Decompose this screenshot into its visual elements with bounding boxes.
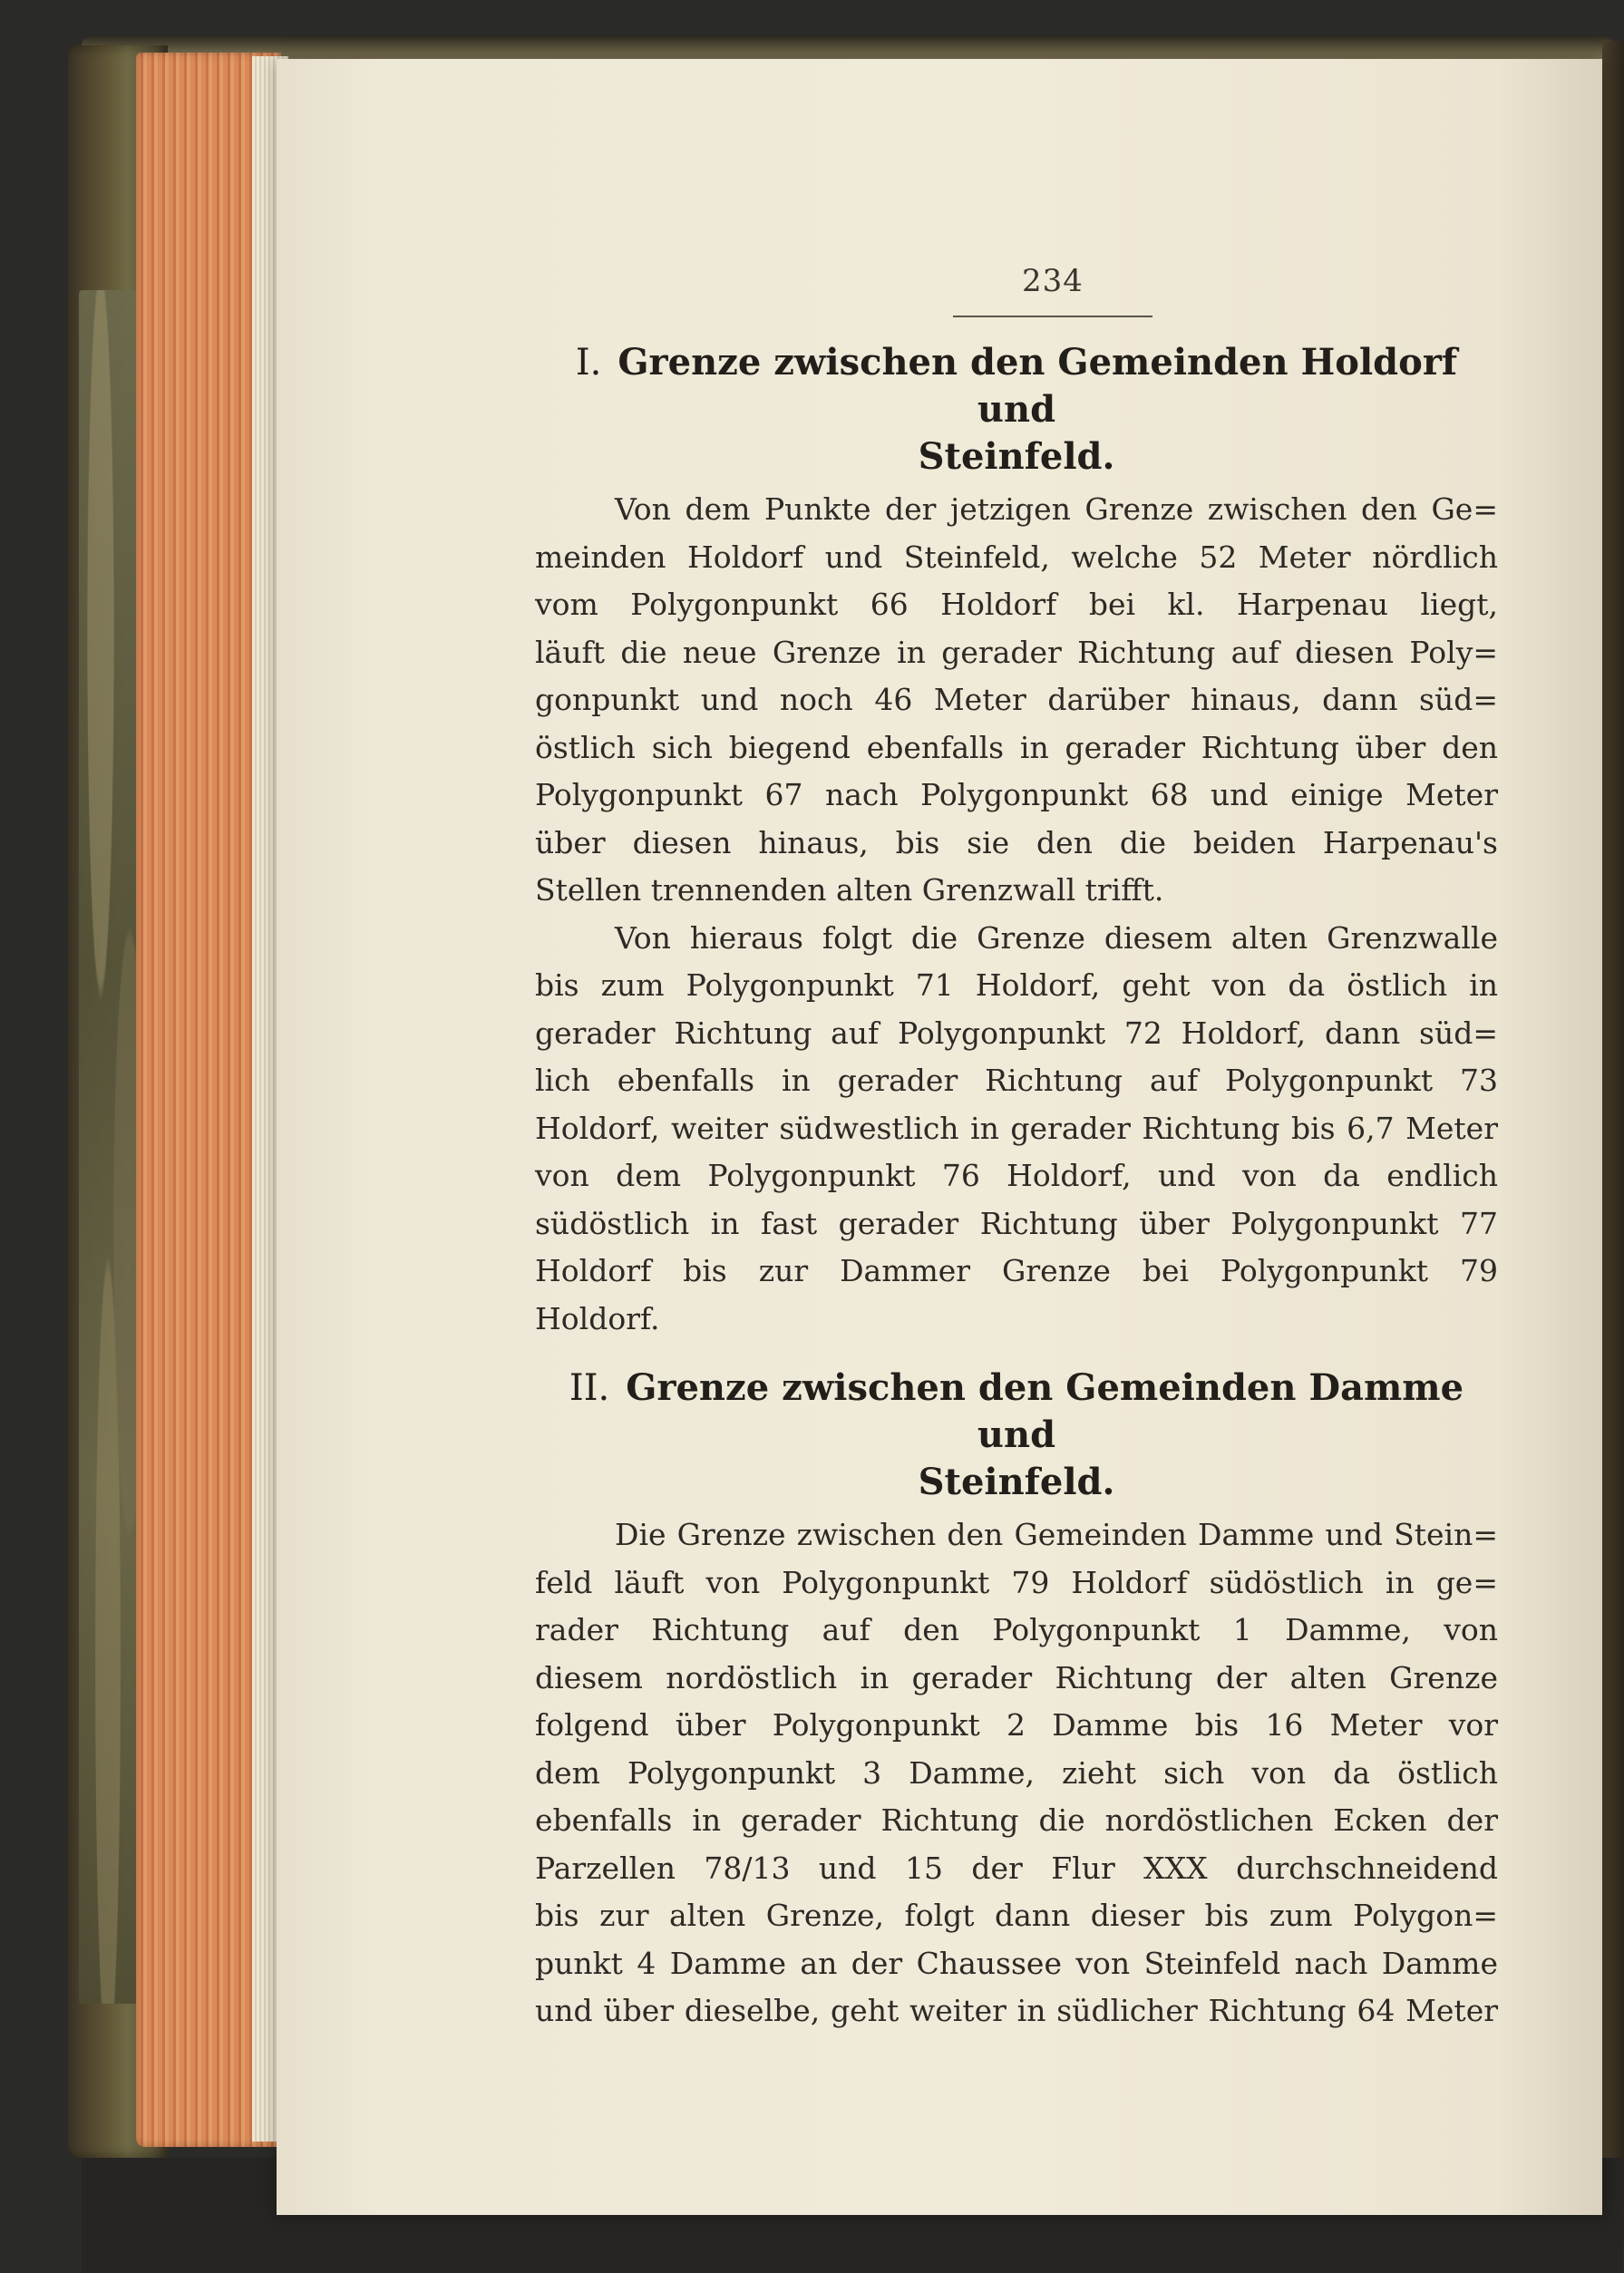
text-line: folgend über Polygonpunkt 2 Damme bis 16 Meter vor <box>535 1707 1498 1743</box>
paragraph <box>535 486 1498 915</box>
text-line: Die Grenze zwischen den Gemeinden Damme und Stein= <box>615 1517 1498 1552</box>
paragraph <box>535 1511 1498 2035</box>
text-line: gerader Richtung auf Polygonpunkt 72 Holdorf, dann süd= <box>535 1015 1498 1051</box>
text-line: südöstlich in fast gerader Richtung über Polygonpunkt 77 <box>535 1205 1498 1241</box>
text-line: Polygonpunkt 67 nach Polygonpunkt 68 und einige Meter <box>535 777 1498 812</box>
text-line: über diesen hinaus, bis sie den die beiden Harpenau's <box>535 824 1498 860</box>
section-numeral: I. <box>575 342 602 384</box>
section-heading <box>535 339 1498 481</box>
page-number: 234 <box>1022 263 1084 299</box>
page-text-block <box>535 263 1498 2035</box>
section-title-line: Steinfeld. <box>918 435 1115 478</box>
text-line: punkt 4 Damme an der Chaussee von Steinfeld nach Damme <box>535 1945 1498 1981</box>
text-line: Von dem Punkte der jetzigen Grenze zwischen den Ge= <box>615 491 1498 527</box>
book-right-cover <box>1602 41 1624 2244</box>
text-line: Holdorf bis zur Dammer Grenze bei Polygonpunkt 79 <box>535 1253 1498 1288</box>
text-line: rader Richtung auf den Polygonpunkt 1 Damme, von <box>535 1612 1498 1647</box>
text-line: von dem Polygonpunkt 76 Holdorf, und von da endlich <box>535 1158 1498 1193</box>
text-line: diesem nordöstlich in gerader Richtung der alten Grenze <box>535 1659 1498 1695</box>
text-line: Holdorf, weiter südwestlich in gerader Richtung bis 6,7 Meter <box>535 1110 1498 1146</box>
section-title-line: Grenze zwischen den Gemeinden Holdorf und <box>618 341 1458 431</box>
text-line: meinden Holdorf und Steinfeld, welche 52 Meter nördlich <box>535 539 1498 575</box>
text-line: läuft die neue Grenze in gerader Richtung auf diesen Poly= <box>535 634 1498 670</box>
section-title-line: Grenze zwischen den Gemeinden Damme und <box>626 1366 1464 1456</box>
text-line: ebenfalls in gerader Richtung die nordöstlichen Ecken der <box>535 1802 1498 1838</box>
text-line: bis zum Polygonpunkt 71 Holdorf, geht von da östlich in <box>535 967 1498 1003</box>
page-number-rule <box>953 316 1152 317</box>
text-line: und über dieselbe, geht weiter in südlicher Richtung 64 Meter <box>535 1993 1498 2028</box>
paragraph <box>535 915 1498 1344</box>
section-heading <box>535 1365 1498 1506</box>
text-line: bis zur alten Grenze, folgt dann dieser bis zum Polygon= <box>535 1898 1498 1933</box>
text-line: Stellen trennenden alten Grenzwall trifft. <box>535 872 1164 908</box>
text-line: Von hieraus folgt die Grenze diesem alten Grenzwalle <box>615 919 1498 956</box>
text-line: gonpunkt und noch 46 Meter darüber hinaus, dann süd= <box>535 682 1498 717</box>
text-line: östlich sich biegend ebenfalls in gerader Richtung über den <box>535 729 1498 765</box>
text-line: dem Polygonpunkt 3 Damme, zieht sich von da östlich <box>535 1754 1498 1791</box>
section-title-line: Steinfeld. <box>918 1461 1115 1503</box>
text-line: vom Polygonpunkt 66 Holdorf bei kl. Harpenau liegt, <box>535 587 1498 622</box>
text-line: Holdorf. <box>535 1300 660 1336</box>
text-line: feld läuft von Polygonpunkt 79 Holdorf südöstlich in ge= <box>535 1564 1498 1600</box>
text-line: Parzellen 78/13 und 15 der Flur XXX durchschneidend <box>535 1850 1498 1886</box>
text-line: lich ebenfalls in gerader Richtung auf Polygonpunkt 73 <box>535 1063 1498 1098</box>
section-numeral: II. <box>569 1367 610 1409</box>
